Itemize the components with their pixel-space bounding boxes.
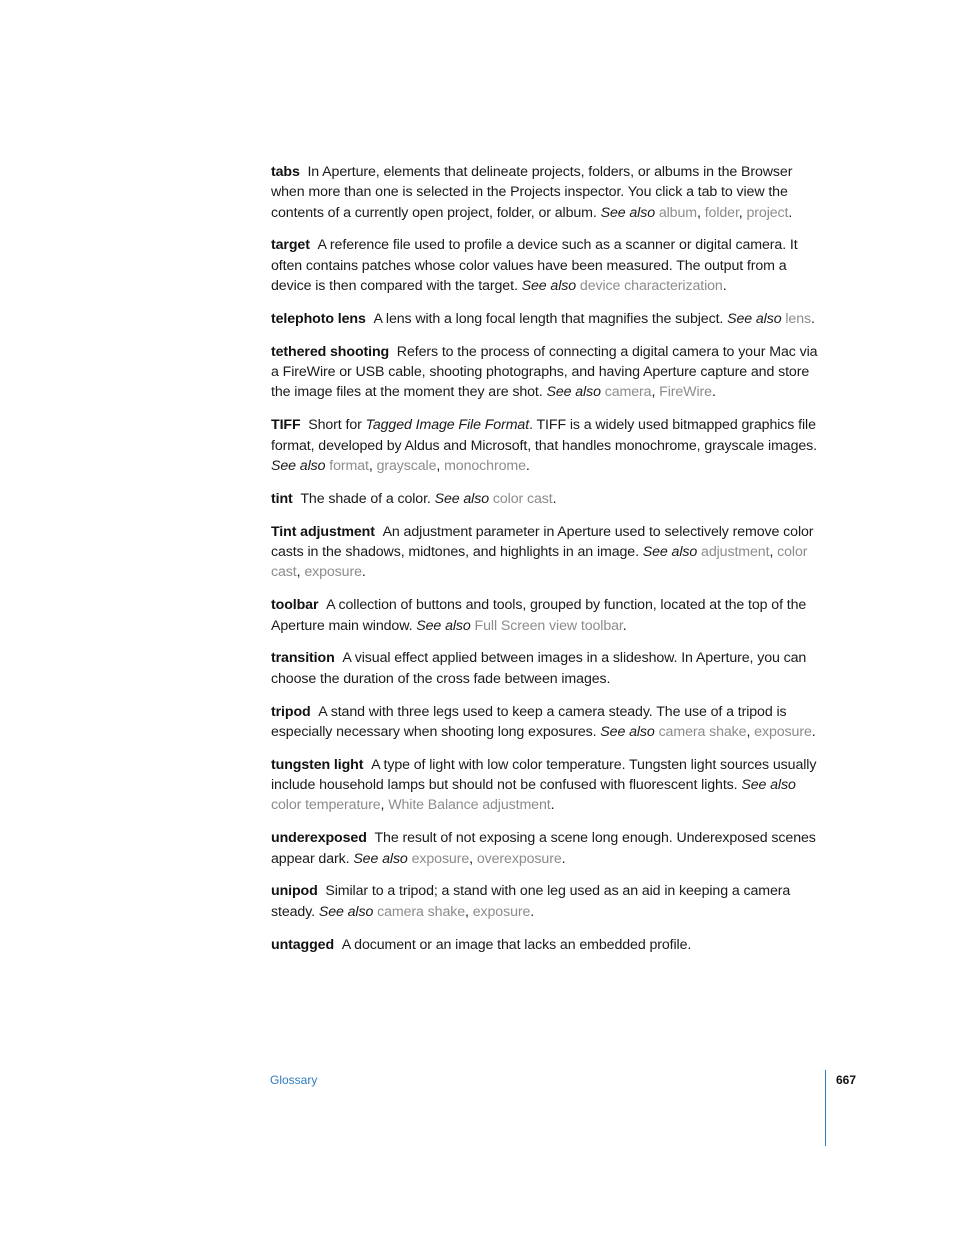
glossary-entry: unipod Similar to a tripod; a stand with one leg used as an aid in keeping a camera steady. See also camera shake, exposure.	[271, 883, 791, 920]
glossary-entry	[271, 935, 827, 955]
entry-definition: A reference file used to profile a device such as a scanner or digital camera. It often contains patches whose color values have been measured. The output from a device is then compared with the target.	[271, 237, 798, 295]
see-also-label: See also	[271, 457, 326, 474]
entry-definition: In Aperture, elements that delineate projects, folders, or albums in the Browser when more than one is selected in the Projects inspector. You click a tab to view the contents of a currently open project, folder, or album.	[271, 164, 793, 221]
entry-definition: Refers to the process of connecting a digital camera to your Mac via a FireWire or USB cable, shooting photographs, and having Aperture capture and store the image files at the moment they are shot.	[271, 343, 818, 401]
entry-term: underexposed	[271, 830, 367, 847]
entry-definition: A collection of buttons and tools, grouped by function, located at the top of the Aperture main window.	[271, 597, 807, 634]
entry-definition: A lens with a long focal length that magnifies the subject.	[373, 310, 724, 327]
entry-definition: An adjustment parameter in Aperture used to selectively remove color casts in the shadows, midtones, and highlights in an image.	[271, 523, 814, 561]
see-also-link[interactable]: overexposure	[476, 850, 562, 867]
entry-definition: Similar to a tripod; a stand with one leg used as an aid in keeping a camera steady.	[271, 883, 791, 920]
see-also-link[interactable]: exposure	[304, 564, 362, 581]
entry-definition: The shade of a color.	[300, 490, 431, 507]
entry-term: toolbar	[271, 597, 319, 614]
entry-term: TIFF	[271, 417, 301, 434]
see-also-label: See also	[318, 903, 374, 920]
see-also-link[interactable]: album	[658, 204, 697, 221]
entry-definition-emphasis: Tagged Image File Format	[365, 417, 530, 434]
entry-term: Tint adjustment	[271, 523, 375, 540]
entry-definition: A stand with three legs used to keep a camera steady. The use of a tripod is especially necessary when shooting long exposures.	[271, 703, 787, 740]
entry-term: tethered shooting	[271, 343, 390, 360]
entry-term: transition	[271, 650, 335, 667]
see-also-link[interactable]: FireWire	[659, 384, 712, 401]
glossary-entry	[271, 648, 827, 689]
footer-section-label[interactable]: Glossary	[270, 1073, 318, 1087]
glossary-entry: TIFF Short for Tagged Image File Format. TIFF is a widely used bitmapped graphics file format, developed by Aldus and Microsoft, that handles monochrome, grayscale images. See also format, grayscale, monochrome.	[271, 417, 817, 474]
glossary-entry: tabs In Aperture, elements that delineate projects, folders, or albums in the Browser when more than one is selected in the Projects inspector. You click a tab to view the contents of a currently open project, folder, or album. See also album, folder, project.	[271, 164, 793, 221]
glossary-entry: tint The shade of a color. See also color cast.	[271, 490, 557, 507]
entry-term: tint	[271, 490, 293, 507]
entry-term: untagged	[271, 936, 335, 953]
entry-definition: A document or an image that lacks an embedded profile.	[341, 936, 692, 953]
glossary-entry: tungsten light A type of light with low color temperature. Tungsten light sources usually include household lamps but should not be confused with fluorescent lights. See also color temperature, White Balance adjustment.	[271, 756, 817, 814]
see-also-label: See also	[416, 617, 471, 634]
see-also-link[interactable]: camera	[604, 384, 652, 401]
see-also-link[interactable]: lens	[785, 310, 812, 327]
glossary-entry: underexposed The result of not exposing a scene long enough. Underexposed scenes appear dark. See also exposure, overexposure.	[271, 830, 816, 867]
see-also-link[interactable]: White Balance adjustment	[388, 797, 551, 814]
see-also-link[interactable]: exposure	[754, 723, 812, 740]
see-also-link[interactable]: grayscale	[376, 457, 437, 474]
see-also-label: See also	[521, 278, 577, 295]
see-also-label: See also	[434, 490, 490, 507]
glossary-entry: toolbar A collection of buttons and tools, grouped by function, located at the top of the Aperture main window. See also Full Screen view toolbar.	[271, 597, 807, 634]
see-also-link[interactable]: camera shake	[658, 723, 747, 740]
glossary-entry: tripod A stand with three legs used to keep a camera steady. The use of a tripod is especially necessary when shooting long exposures. See also camera shake, exposure.	[271, 703, 816, 740]
page-number: 667	[836, 1073, 857, 1087]
see-also-label: See also	[353, 850, 408, 867]
see-also-link[interactable]: exposure	[411, 850, 470, 867]
see-also-link[interactable]: exposure	[472, 903, 531, 920]
entry-definition: A type of light with low color temperature. Tungsten light sources usually include household lamps but should not be confused with fluorescent lights.	[271, 756, 817, 794]
footer-divider	[825, 1070, 826, 1146]
see-also-label: See also	[727, 310, 782, 327]
see-also-link[interactable]: color cast	[271, 544, 808, 581]
see-also-link[interactable]: project	[746, 204, 789, 221]
see-also-label: See also	[741, 777, 796, 794]
see-also-link[interactable]: camera shake	[377, 903, 466, 920]
glossary-entry: target A reference file used to profile a device such as a scanner or digital camera. It often contains patches whose color values have been measured. The output from a device is then compared with the target. See also device characterization.	[271, 237, 798, 295]
see-also-label: See also	[600, 723, 655, 740]
see-also-label: See also	[546, 384, 601, 401]
entry-term: tripod	[271, 703, 311, 720]
see-also-label: See also	[600, 204, 655, 221]
entry-definition: . TIFF is a widely used bitmapped graphics file format, developed by Aldus and Microsoft, that handles monochrome, grayscale images.	[271, 417, 817, 454]
see-also-label: See also	[642, 544, 698, 561]
entry-definition: Short for	[308, 417, 362, 434]
see-also-link[interactable]: adjustment	[701, 544, 770, 561]
entry-definition: The result of not exposing a scene long enough. Underexposed scenes appear dark.	[271, 830, 816, 867]
see-also-link[interactable]: color temperature	[271, 797, 381, 814]
glossary-entry: tethered shooting Refers to the process of connecting a digital camera to your Mac via a FireWire or USB cable, shooting photographs, and having Aperture capture and store the image files at the moment they are shot. See also camera, FireWire.	[271, 343, 818, 401]
glossary-list	[271, 162, 827, 968]
see-also-link[interactable]: Full Screen view toolbar	[474, 617, 623, 634]
entry-term: tabs	[271, 164, 300, 180]
see-also-link[interactable]: format	[329, 457, 369, 474]
entry-term: tungsten light	[271, 756, 364, 773]
entry-term: unipod	[271, 883, 318, 900]
see-also-link[interactable]: color cast	[492, 490, 553, 507]
glossary-entry: telephoto lens A lens with a long focal length that magnifies the subject. See also lens.	[271, 310, 815, 327]
see-also-link[interactable]: folder	[704, 204, 739, 221]
entry-term: target	[271, 237, 310, 254]
see-also-link[interactable]: monochrome	[444, 457, 526, 474]
see-also-link[interactable]: device characterization	[579, 278, 723, 295]
entry-term: telephoto lens	[271, 310, 366, 327]
glossary-entry: Tint adjustment An adjustment parameter in Aperture used to selectively remove color casts in the shadows, midtones, and highlights in an image. See also adjustment, color cast, exposure.	[271, 523, 814, 581]
entry-definition: A visual effect applied between images in a slideshow. In Aperture, you can choose the duration of the cross fade between images.	[271, 650, 807, 687]
